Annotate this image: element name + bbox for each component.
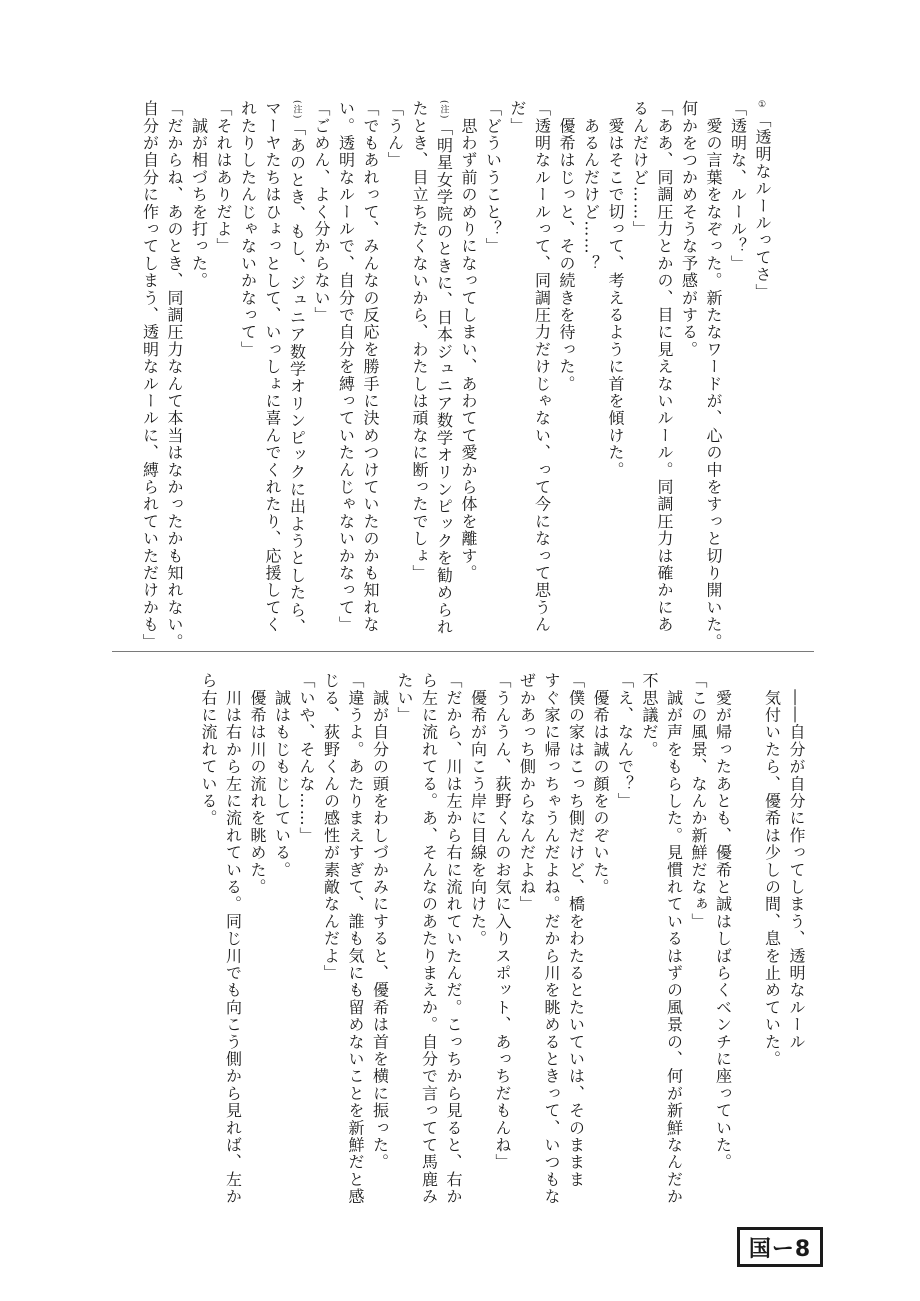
column-text: 川は右から左に流れている。同じ川でも向こう側から見れば、左か	[223, 672, 243, 1206]
text-column	[710, 672, 735, 1212]
text-column	[529, 100, 554, 660]
column-text: たい」	[395, 672, 414, 724]
column-text: 「透明なルールって、同調圧力だけじゃない、って今になって思うん	[532, 100, 552, 634]
column-text: 「いや、そんな……」	[297, 672, 316, 844]
column-text: 自分が自分に作ってしまう、透明なルールに、縛られていただけかも」	[140, 100, 160, 651]
column-text: ら左に流れてる。あ、そんなのあたりまえか。自分で言ってて馬鹿み	[419, 672, 439, 1206]
text-column	[367, 672, 392, 1212]
text-column	[652, 100, 677, 660]
page-number: 国ー8	[737, 1227, 823, 1267]
text-column	[490, 672, 515, 1212]
text-column	[269, 672, 294, 1212]
column-text: あるんだけど……？	[581, 100, 601, 272]
column-text: 誠が相づちを打った。	[189, 100, 209, 290]
column-text: い。透明なルールで、自分で自分を縛っていたんじゃないかなって」	[336, 100, 356, 634]
column-text: 「うんうん、荻野くんのお気に入りスポット、あっちだもんね」	[493, 672, 512, 1171]
text-column	[784, 672, 809, 1212]
column-text: るんだけど……」	[630, 100, 650, 238]
column-text: 優希は川の流れを眺めた。	[248, 672, 267, 896]
column-text: だ」	[508, 100, 527, 135]
column-text: ら右に流れている。	[199, 672, 218, 827]
column-text: 優希は誠の顔をのぞいた。	[591, 672, 610, 896]
text-column	[612, 672, 637, 1212]
text-column	[162, 100, 187, 660]
text-column	[456, 100, 481, 660]
column-text: じる、荻野くんの感性が素敵なんだよ」	[321, 672, 341, 982]
column-text: 「でもあれって、みんなの反応を勝手に決めつけていたのかも知れな	[361, 100, 380, 634]
column-text: 思わず前のめりになってしまい、あわてて愛から体を離す。	[459, 100, 478, 582]
text-column	[554, 100, 579, 660]
text-column	[407, 100, 432, 660]
text-column	[211, 100, 236, 660]
column-text: 誠はもじもじしている。	[272, 672, 292, 879]
text-column	[578, 100, 603, 660]
text-column	[260, 100, 285, 660]
lower-text-block	[196, 672, 809, 1212]
text-column	[563, 672, 588, 1212]
text-column	[725, 100, 750, 660]
text-column	[505, 100, 530, 660]
column-text: 愛の言葉をなぞった。新たなワードが、心の中をすっと切り開いた。	[704, 100, 723, 651]
column-text: 優希はじっと、その続きを待った。	[557, 100, 576, 393]
column-text: たとき、目立ちたくないから、わたしは頑なに断ったでしょ」	[410, 100, 429, 582]
text-column	[686, 672, 711, 1212]
text-column	[480, 100, 505, 660]
column-text: 「透明な、ルール？」	[728, 100, 748, 272]
text-column	[701, 100, 726, 660]
column-text: 「うん」	[385, 100, 405, 169]
column-text: すぐ家に帰っちゃうんだよね。だから川を眺めるときって、いつもな	[542, 672, 561, 1206]
text-column	[137, 100, 162, 660]
column-text: 「あのとき、もし、ジュニア数学オリンピックに出ようとしたら、	[287, 119, 307, 636]
column-text: れたりしたんじゃないかなって」	[238, 100, 258, 358]
text-column	[588, 672, 613, 1212]
column-text: マーヤたちはひょっとして、いっしょに喜んでくれたり、応援してく	[263, 100, 282, 634]
column-text: 「透明なルールってさ」	[753, 111, 772, 301]
text-column	[392, 672, 417, 1212]
column-text: 「この風景、なんか新鮮だなぁ」	[689, 672, 708, 930]
column-text: 「どういうこと？」	[483, 100, 503, 255]
text-column	[333, 100, 358, 660]
text-column	[309, 100, 334, 660]
text-column	[431, 100, 456, 660]
column-text: 「違うよ。あたりまえすぎて、誰も気にも留めないことを新鮮だと感	[346, 672, 365, 1206]
column-text: ぜかあっち側からなんだよね」	[517, 672, 537, 913]
column-text: 何かをつかめそうな予感がする。	[679, 100, 699, 358]
text-column	[603, 100, 628, 660]
annotation-marker: (注)	[438, 100, 449, 120]
column-text: 不思議だ。	[640, 672, 659, 758]
column-text: ――自分が自分に作ってしまう、透明なルール	[787, 672, 806, 1051]
text-column	[382, 100, 407, 660]
section-divider	[112, 651, 814, 652]
column-text: 「だから、川は左から右に流れていたんだ。こっちから見ると、右か	[444, 672, 463, 1206]
column-text: 誠が自分の頭をわしづかみにすると、優希は首を横に振った。	[370, 672, 390, 1171]
text-column	[514, 672, 539, 1212]
column-text: 「え、なんで？」	[615, 672, 635, 810]
column-text: 愛が帰ったあとも、優希と誠はしばらくベンチに座っていた。	[713, 672, 733, 1171]
text-column	[235, 100, 260, 660]
column-text: 「ああ、同調圧力とかの、目に見えないルール。同調圧力は確かにあ	[655, 100, 674, 634]
column-text: 「僕の家はこっち側だけど、橋をわたるとたいていは、そのままま	[566, 672, 586, 1188]
text-column	[735, 672, 760, 1212]
text-column	[750, 100, 775, 660]
column-text: 「それはありだよ」	[214, 100, 233, 255]
text-column	[318, 672, 343, 1212]
text-column	[627, 100, 652, 660]
text-column	[220, 672, 245, 1212]
text-column	[186, 100, 211, 660]
annotation-marker: (注)	[291, 100, 302, 120]
column-text: 誠が声をもらした。見慣れているはずの風景の、何が新鮮なんだか	[664, 672, 684, 1206]
text-column	[465, 672, 490, 1212]
text-column	[294, 672, 319, 1212]
column-text: 愛はそこで切って、考えるように首を傾けた。	[606, 100, 625, 479]
column-text: 「明星女学院のときに、日本ジュニア数学オリンピックを勧められ	[434, 119, 454, 636]
column-text: 気付いたら、優希は少しの間、息を止めていた。	[762, 672, 782, 1068]
annotation-marker: ①	[757, 100, 767, 112]
text-column	[539, 672, 564, 1212]
text-column	[637, 672, 662, 1212]
text-column	[245, 672, 270, 1212]
column-text: 優希が向こう岸に目線を向けた。	[468, 672, 488, 948]
column-text: 「ごめん、よく分からない」	[312, 100, 331, 324]
text-column	[416, 672, 441, 1212]
text-column	[284, 100, 309, 660]
text-column	[196, 672, 221, 1212]
text-column	[661, 672, 686, 1212]
text-column	[343, 672, 368, 1212]
text-column	[441, 672, 466, 1212]
text-column	[759, 672, 784, 1212]
text-column	[676, 100, 701, 660]
text-column	[358, 100, 383, 660]
column-text: 「だからね、あのとき、同調圧力なんて本当はなかったかも知れない。	[165, 100, 184, 651]
upper-text-block	[137, 100, 774, 660]
